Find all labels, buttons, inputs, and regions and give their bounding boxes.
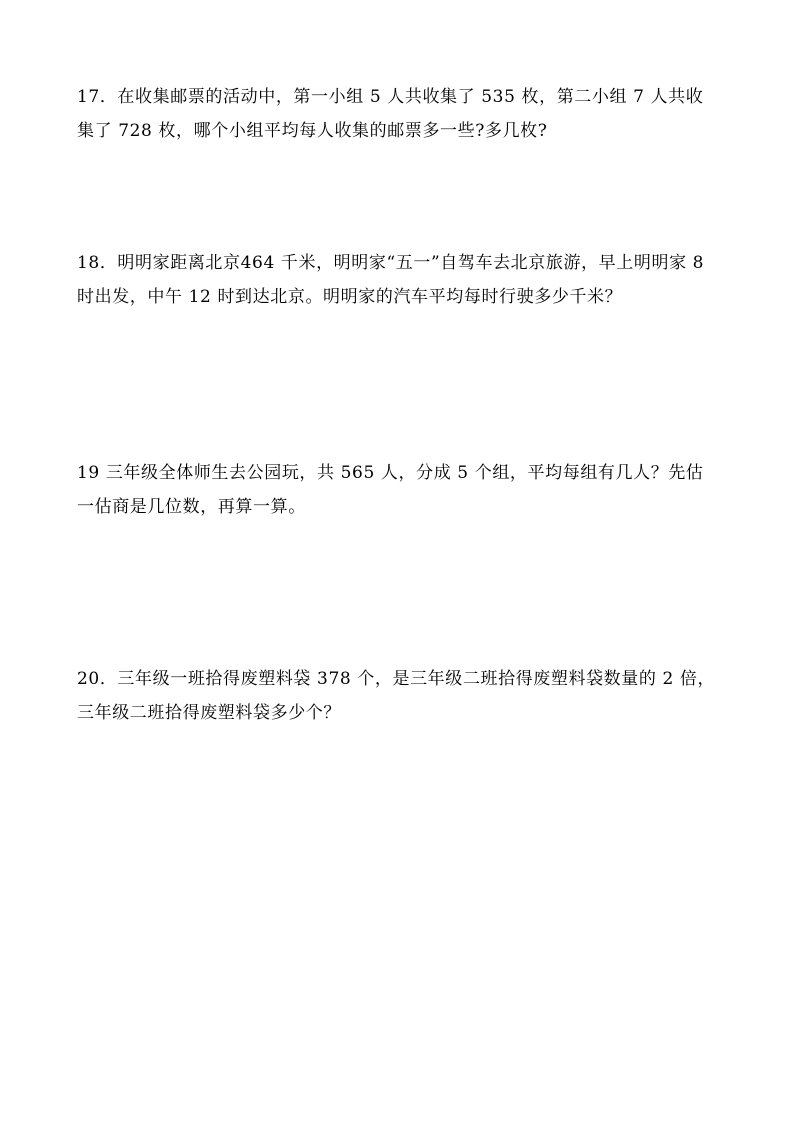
problem-20-line-2: 三年级二班拾得废塑料袋多少个？ bbox=[77, 703, 341, 723]
problem-18 bbox=[77, 246, 737, 314]
problem-19-line-2: 一估商是几位数，再算一算。 bbox=[77, 497, 306, 517]
problem-18-line-1: 18．明明家距离北京464 千米，明明家“五一”自驾车去北京旅游，早上明明家 8 bbox=[77, 253, 705, 273]
problem-19 bbox=[77, 456, 737, 524]
problem-20-line-1: 20．三年级一班拾得废塑料袋 378 个，是三年级二班拾得废塑料袋数量的 2 倍， bbox=[77, 669, 716, 689]
problem-18-line-2: 时出发，中午 12 时到达北京。明明家的汽车平均每时行驶多少千米？ bbox=[77, 287, 623, 307]
problem-17-line-2: 集了 728 枚，哪个小组平均每人收集的邮票多一些?多几枚? bbox=[77, 121, 548, 141]
problem-20 bbox=[77, 662, 737, 730]
problem-17-line-1: 17．在收集邮票的活动中，第一小组 5 人共收集了 535 枚，第二小组 7 人共收 bbox=[77, 87, 704, 107]
problem-19-line-1: 19 三年级全体师生去公园玩，共 565 人，分成 5 个组，平均每组有几人？先估 bbox=[77, 463, 704, 483]
problem-17 bbox=[77, 80, 737, 148]
